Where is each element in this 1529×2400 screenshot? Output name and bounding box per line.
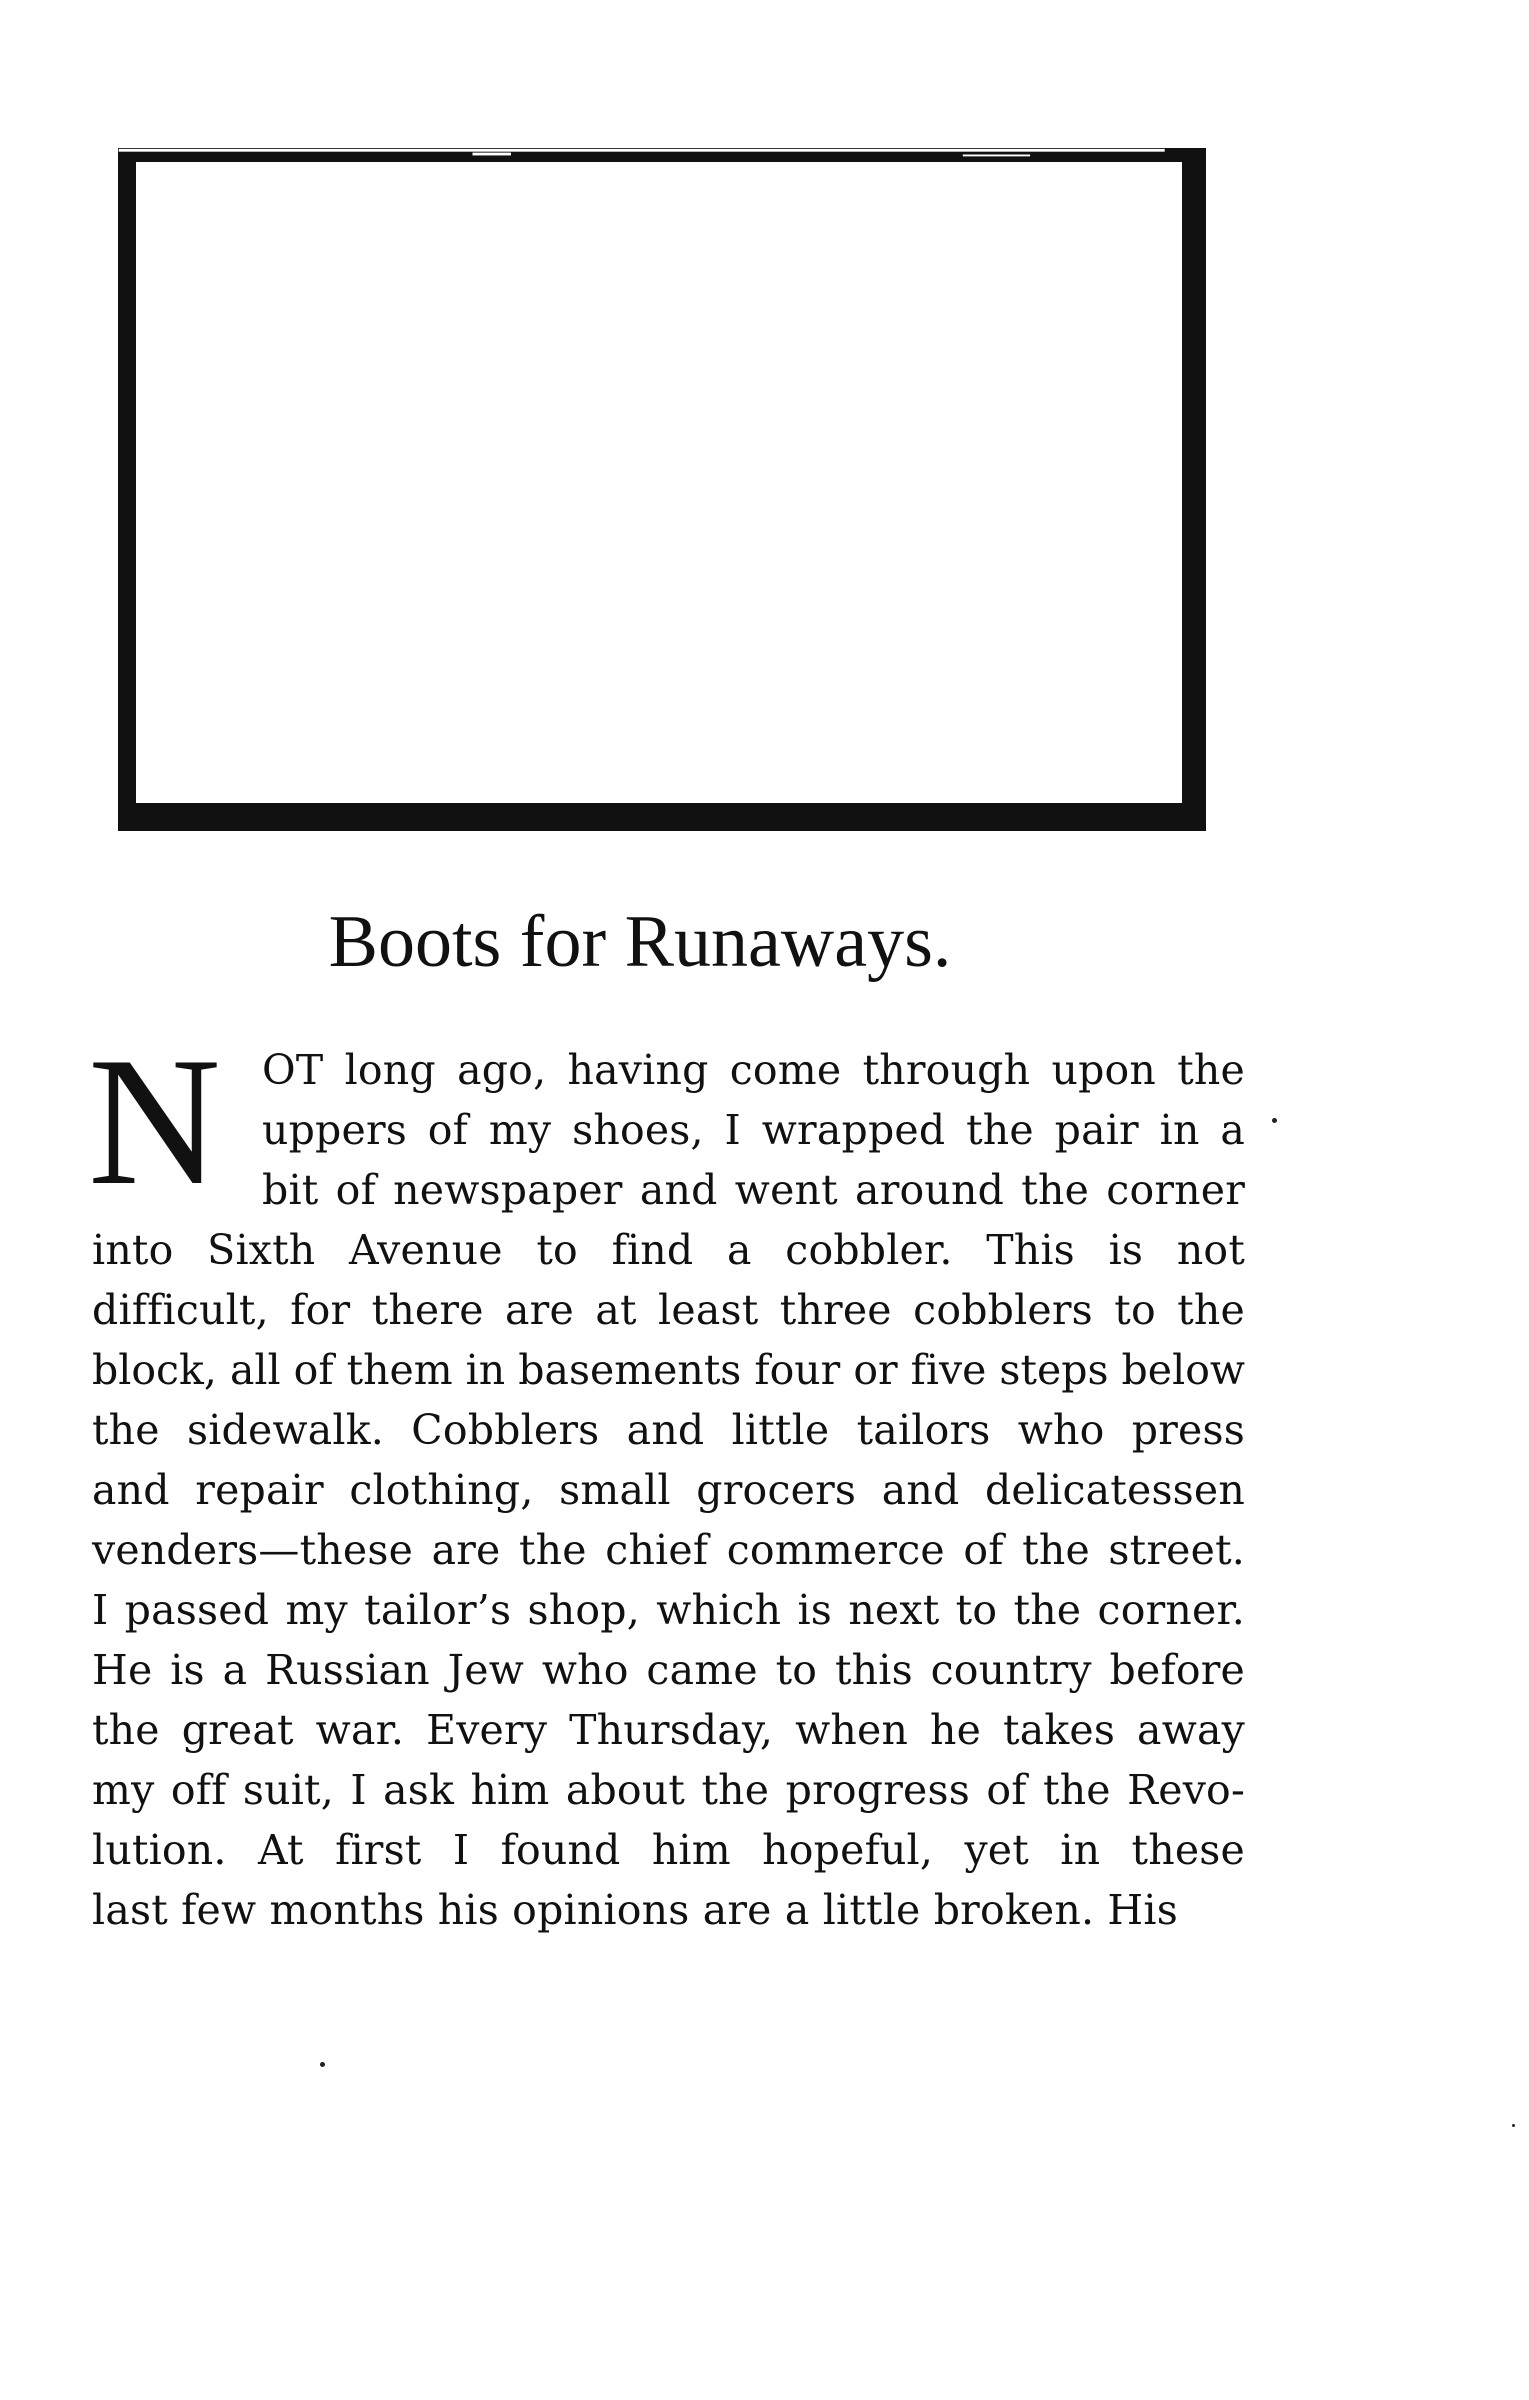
print-speck xyxy=(320,2062,325,2067)
print-speck xyxy=(1272,1118,1277,1123)
text-line: I passed my tailor’s shop, which is next to the corner. xyxy=(92,1586,1245,1634)
text-line: uppers of my shoes, I wrapped the pair in a xyxy=(262,1106,1245,1154)
drop-cap-letter: N xyxy=(88,1019,221,1223)
text-line: block, all of them in basements four or five steps below xyxy=(92,1346,1245,1394)
text-line: into Sixth Avenue to find a cobbler. This is not xyxy=(92,1226,1245,1274)
text-line: and repair clothing, small grocers and delicatessen xyxy=(92,1466,1245,1514)
text-line: my off suit, I ask him about the progress of the Revo- xyxy=(92,1766,1245,1814)
text-line: the sidewalk. Cobblers and little tailors who press xyxy=(92,1406,1245,1454)
chapter-title: Boots for Runaways. xyxy=(328,901,952,983)
text-line: last few months his opinions are a little broken. His xyxy=(92,1886,1178,1934)
frame-texture xyxy=(136,162,1182,803)
decorative-frame-border xyxy=(118,148,1206,831)
print-speck xyxy=(1512,2124,1515,2127)
text-line: lution. At first I found him hopeful, yet in these xyxy=(92,1826,1245,1874)
text-line: the great war. Every Thursday, when he takes away xyxy=(92,1706,1245,1754)
text-line: bit of newspaper and went around the corner xyxy=(262,1166,1245,1214)
text-line: He is a Russian Jew who came to this country before xyxy=(92,1646,1245,1694)
text-line: venders—these are the chief commerce of the street. xyxy=(92,1526,1245,1574)
text-line: OT long ago, having come through upon the xyxy=(262,1046,1245,1094)
text-line: difficult, for there are at least three cobblers to the xyxy=(92,1286,1245,1334)
